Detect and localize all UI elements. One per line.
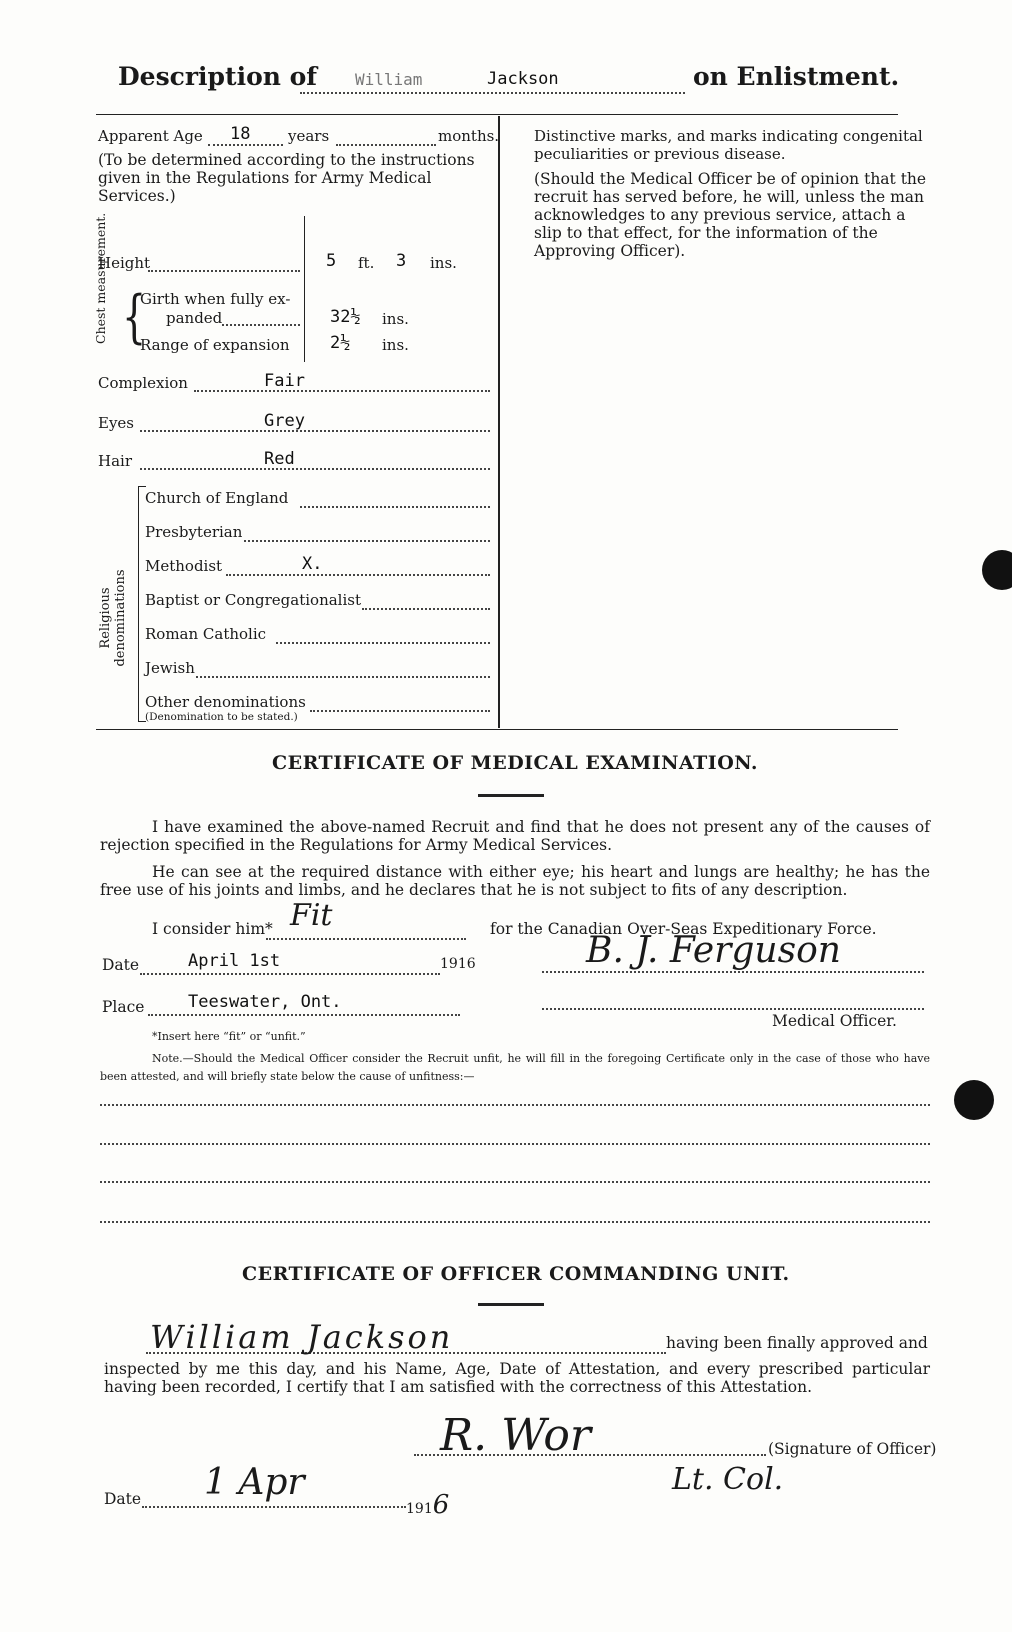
commanding-year-digit: 6: [432, 1490, 450, 1520]
medical-date-label: Date: [102, 956, 140, 974]
medical-para-1: I have examined the above-named Recruit and find that he does not present any of the causes of rejection specified in the Regulations for Army Medical Services.: [100, 818, 930, 854]
religion-methodist: Methodist: [145, 557, 223, 575]
eyes-value: Grey: [264, 411, 305, 431]
height-ft: 5: [326, 251, 337, 271]
unfit-line-2[interactable]: [100, 1143, 930, 1145]
eyes-label: Eyes: [98, 414, 134, 432]
commanding-signature: R. Wor: [440, 1410, 591, 1461]
distinctive-heading-2: peculiarities or previous disease.: [534, 145, 786, 163]
religion-line: [196, 676, 490, 678]
commanding-signature-label: (Signature of Officer): [768, 1440, 937, 1458]
commanding-rank: Lt. Col.: [672, 1462, 784, 1497]
commanding-signature-line: [414, 1454, 766, 1456]
girth-label-2: panded: [166, 309, 223, 327]
distinctive-note: (Should the Medical Officer be of opinion that the recruit has served before, he will, unless the man acknowledges to any previous service, attach a slip to that effect, for the information of the Approving Officer).: [534, 170, 927, 260]
religion-group-label: [98, 563, 128, 673]
consider-prefix: I consider him*: [152, 920, 273, 938]
medical-signature: B. J. Ferguson: [586, 930, 841, 971]
unfit-line-4[interactable]: [100, 1221, 930, 1223]
age-months-line: [336, 144, 436, 146]
distinctive-heading-1: Distinctive marks, and marks indicating congenital: [534, 127, 923, 145]
months-label: months.: [438, 127, 500, 145]
section-rule: [96, 729, 898, 730]
religion-group-label-1: Religious: [98, 587, 113, 649]
age-note: (To be determined according to the instructions given in the Regulations for Army Medical Services.): [98, 151, 475, 205]
header-prefix: Description of: [118, 62, 318, 91]
ft-label: ft.: [358, 254, 375, 272]
range-ins-label: ins.: [382, 336, 409, 354]
religion-baptist: Baptist or Congregationalist: [145, 591, 361, 609]
ins-label: ins.: [430, 254, 457, 272]
medical-year-prefix: 191: [440, 956, 467, 972]
punch-hole-top: [982, 550, 1012, 590]
commanding-date-line: [142, 1506, 406, 1508]
medical-heading-rule: [478, 794, 544, 797]
consider-line: [266, 938, 466, 940]
medical-heading: CERTIFICATE OF MEDICAL EXAMINATION.: [272, 752, 759, 774]
religion-line: [244, 540, 490, 542]
commanding-signed-name: William Jackson: [150, 1318, 454, 1356]
medical-officer-line: [542, 1008, 924, 1010]
commanding-heading-rule: [478, 1303, 544, 1306]
girth-line-left: [222, 324, 300, 326]
religion-line: [300, 506, 490, 508]
religion-presbyterian: Presbyterian: [145, 523, 243, 541]
height-ins: 3: [396, 251, 407, 271]
medical-year: [440, 956, 476, 972]
medical-date-value: April 1st: [188, 951, 281, 971]
complexion-line: [194, 390, 490, 392]
range-label: Range of expansion: [140, 336, 290, 354]
religion-church-of-england: Church of England: [145, 489, 289, 507]
hair-line: [140, 468, 490, 470]
height-line: [148, 270, 300, 272]
medical-place-line: [148, 1014, 460, 1016]
chest-brace: {: [122, 283, 147, 350]
religion-jewish: Jewish: [145, 659, 195, 677]
medical-year-digit: 6: [466, 956, 476, 972]
header-suffix: on Enlistment.: [693, 62, 900, 91]
chest-group-label: Chest measurement.: [93, 212, 108, 344]
religion-group-label-2: denominations: [113, 569, 128, 667]
medical-place-value: Teeswater, Ont.: [188, 992, 342, 1012]
age-years: 18: [230, 124, 251, 144]
religion-bracket: [138, 486, 139, 722]
unfit-line-3[interactable]: [100, 1181, 930, 1183]
commanding-date-label: Date: [104, 1490, 142, 1508]
commanding-para: inspected by me this day, and his Name, Age, Date of Attestation, and every prescribed particular having been recorded, I certify that I am satisfied with the correctness of this Attestation.: [104, 1360, 930, 1396]
religion-roman-catholic: Roman Catholic: [145, 625, 267, 643]
medical-date-line: [140, 973, 440, 975]
medical-place-label: Place: [102, 998, 145, 1016]
medical-para-2: He can see at the required distance with either eye; his heart and lungs are healthy; he has the free use of his joints and limbs, and he declares that he is not subject to fits of any description.: [100, 863, 930, 899]
complexion-label: Complexion: [98, 374, 188, 392]
range-value: 2½: [330, 333, 351, 353]
religion-line: [226, 574, 490, 576]
commanding-text-after-name: having been finally approved and: [666, 1334, 928, 1352]
religion-other: Other denominations: [145, 693, 306, 711]
girth-value: 32½: [330, 307, 361, 327]
height-label: Height: [98, 254, 151, 272]
religion-line: [362, 608, 490, 610]
column-divider: [498, 116, 500, 728]
insert-note: *Insert here “fit” or “unfit.”: [152, 1030, 306, 1043]
last-name: Jackson: [487, 69, 559, 89]
eyes-line: [140, 430, 490, 432]
girth-label-1: Girth when fully ex-: [140, 290, 291, 308]
years-label: years: [288, 127, 330, 145]
measure-divider: [304, 216, 305, 362]
name-line: [300, 92, 685, 94]
commanding-date-value: 1 Apr: [204, 1462, 305, 1503]
first-name: William: [355, 70, 423, 89]
commanding-year-prefix: 191: [406, 1501, 433, 1517]
commanding-year: [406, 1490, 449, 1520]
medical-officer-label: Medical Officer.: [772, 1012, 897, 1030]
medical-signature-line: [542, 971, 924, 973]
age-years-line: [208, 144, 283, 146]
commanding-heading: CERTIFICATE OF OFFICER COMMANDING UNIT.: [242, 1263, 790, 1285]
consider-value: Fit: [290, 898, 333, 933]
religion-other-note: (Denomination to be stated.): [145, 711, 298, 723]
apparent-age-label: Apparent Age: [98, 127, 203, 145]
consider-suffix: for the Canadian Over-Seas Expeditionary Force.: [490, 920, 877, 938]
religion-bracket-top: [138, 486, 146, 487]
unfit-line-1[interactable]: [100, 1104, 930, 1106]
punch-hole-bottom: [954, 1080, 994, 1120]
religion-methodist-mark: X.: [302, 554, 323, 574]
girth-ins-label: ins.: [382, 310, 409, 328]
religion-line: [276, 642, 490, 644]
top-rule: [96, 114, 898, 115]
hair-value: Red: [264, 449, 295, 469]
unfit-note: Note.—Should the Medical Officer consider the Recruit unfit, he will fill in the foregoing Certificate only in the case of those who have been attested, and will briefly state below the cause of unfitness:—: [100, 1052, 930, 1083]
religion-line: [310, 710, 490, 712]
hair-label: Hair: [98, 452, 132, 470]
complexion-value: Fair: [264, 371, 305, 391]
